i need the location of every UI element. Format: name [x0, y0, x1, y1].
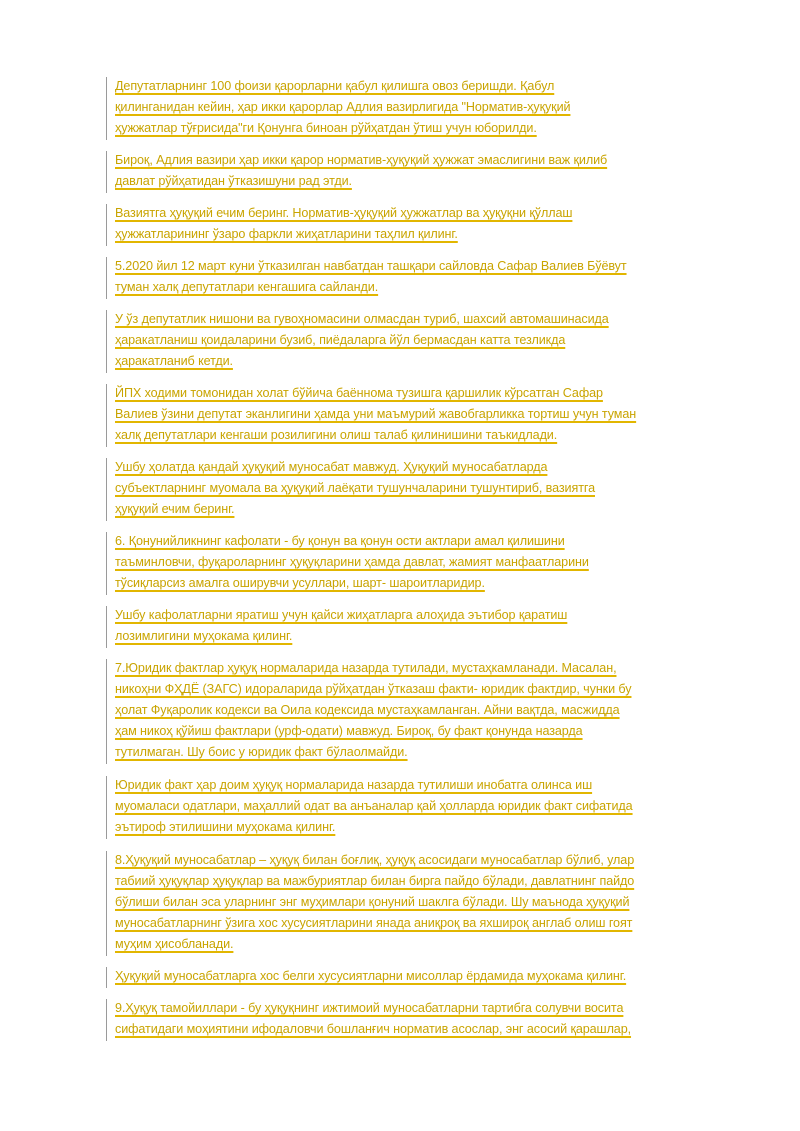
- paragraph-9: [106, 606, 766, 648]
- paragraph-line: табиий ҳуқуқлар ҳуқуқлар ва мажбуриятлар билан бирга пайдо бўлади, давлатнинг пайдо: [115, 874, 635, 888]
- paragraph-line: 6. Қонунийликнинг кафолати - бу қонун ва қонун ости актлари амал қилишини: [115, 534, 565, 548]
- paragraph-12: [106, 851, 766, 956]
- paragraph-line: эътироф этилишини муҳокама қилинг.: [115, 820, 336, 834]
- paragraph-line: 7.Юридик фактлар ҳуқуқ нормаларида назарда тутилади, мустаҳкамланади. Масалан,: [115, 661, 617, 675]
- paragraph-line: субъектларнинг муомала ва ҳуқуқий лаёқати тушунчаларини тушунтириб, вазиятга: [115, 481, 595, 495]
- paragraph-line: 9.Ҳуқуқ тамойиллари - бу ҳуқуқнинг ижтимоий муносабатларни тартибга солувчи восита: [115, 1001, 624, 1015]
- paragraph-line: муҳим ҳисобланади.: [115, 937, 234, 951]
- paragraph-line: Ушбу кафолатларни яратиш учун қайси жиҳатларга алоҳида эътибор қаратиш: [115, 608, 568, 622]
- paragraph-line: таъминловчи, фуқароларнинг ҳуқуқларини ҳамда давлат, жамият манфаатларини: [115, 555, 589, 569]
- paragraph-3: [106, 204, 766, 246]
- paragraph-line: муносабатларнинг ўзига хос хусусиятларини янада аниқроқ ва яхшироқ англаб олиш гоят: [115, 916, 633, 930]
- paragraph-6: [106, 384, 766, 447]
- paragraph-line: Валиев ўзини депутат эканлигини ҳамда уни маъмурий жавобгарликка тортиш учун туман: [115, 407, 637, 421]
- paragraph-7: [106, 458, 766, 521]
- paragraph-line: 8.Ҳуқуқий муносабатлар – ҳуқуқ билан боғлиқ, ҳуқуқ асосидаги муносабатлар бўлиб, улар: [115, 853, 635, 867]
- paragraph-2: [106, 151, 766, 193]
- paragraph-line: ҳам никоҳ қўйиш фактлари (урф-одати) мавжуд. Бироқ, бу факт қонунда назарда: [115, 724, 583, 738]
- paragraph-line: лозимлигини муҳокама қилинг.: [115, 629, 293, 643]
- paragraph-line: қилинганидан кейин, ҳар икки қарорлар Адлия вазирлигида "Норматив-ҳуқуқий: [115, 100, 571, 114]
- paragraph-line: Бироқ, Адлия вазири ҳар икки қарор норматив-ҳуқуқий ҳужжат эмаслигини важ қилиб: [115, 153, 608, 167]
- paragraph-line: У ўз депутатлик нишони ва гувоҳномасини олмасдан туриб, шахсий автомашинасида: [115, 312, 609, 326]
- paragraph-line: Депутатларнинг 100 фоизи қарорларни қабул қилишга овоз беришди. Қабул: [115, 79, 555, 93]
- paragraph-line: Юридик факт ҳар доим ҳуқуқ нормаларида назарда тутилиши инобатга олинса иш: [115, 778, 593, 792]
- paragraph-8: [106, 532, 766, 595]
- paragraph-line: тутилмаган. Шу боис у юридик факт бўлаолмайди.: [115, 745, 408, 759]
- paragraph-line: ЙПХ ходими томонидан холат бўйича баённома тузишга қаршилик кўрсатган Сафар: [115, 386, 603, 400]
- paragraph-line: бўлиши билан эса уларнинг энг муҳимлари қонуний шаклга бўлади. Шу маънода ҳуқуқий: [115, 895, 630, 909]
- paragraph-line: ҳуқуқий ечим беринг.: [115, 502, 235, 516]
- paragraph-line: ҳолат Фуқаролик кодекси ва Оила кодексида мустаҳкамланган. Айни вақтда, масжидда: [115, 703, 620, 717]
- paragraph-1: [106, 77, 766, 140]
- paragraph-line: тўсиқларсиз амалга оширувчи усуллари, шарт- шароитларидир.: [115, 576, 485, 590]
- paragraph-line: ҳужжатларининг ўзаро фаркли жиҳатларини таҳлил қилинг.: [115, 227, 458, 241]
- paragraph-line: ҳужжатлар тўғрисида"ги Қонунга биноан рўйҳатдан ўтиш учун юборилди.: [115, 121, 537, 135]
- paragraph-line: Ушбу ҳолатда қандай ҳуқуқий муносабат мавжуд. Ҳуқуқий муносабатларда: [115, 460, 548, 474]
- paragraph-10: [106, 659, 766, 764]
- paragraph-line: Вазиятга ҳуқуқий ечим беринг. Норматив-ҳуқуқий ҳужжатлар ва ҳуқуқни қўллаш: [115, 206, 573, 220]
- paragraph-line: давлат рўйҳатидан ўтказишуни рад этди.: [115, 174, 352, 188]
- paragraph-line: туман халқ депутатлари кенгашига сайланди.: [115, 280, 379, 294]
- paragraph-line: ҳаракатланиш қоидаларини бузиб, пиёдаларга йўл бермасдан катта тезликда: [115, 333, 566, 347]
- paragraph-11: [106, 776, 766, 839]
- paragraph-4: [106, 257, 766, 299]
- paragraph-line: ҳаракатланиб кетди.: [115, 354, 233, 368]
- paragraph-line: халқ депутатлари кенгаши розилигини олиш талаб қилинишини таъкидлади.: [115, 428, 558, 442]
- paragraph-line: Ҳуқуқий муносабатларга хос белги хусусиятларни мисоллар ёрдамида муҳокама қилинг.: [115, 969, 627, 983]
- paragraph-line: 5.2020 йил 12 март куни ўтказилган навбатдан ташқари сайловда Сафар Валиев Бўёвут: [115, 259, 627, 273]
- paragraph-line: сифатидаги моҳиятини ифодаловчи бошланғич норматив асослар, энг асосий қарашлар,: [115, 1022, 632, 1036]
- paragraph-line: муомаласи одатлари, маҳаллий одат ва анъаналар қай ҳолларда юридик факт сифатида: [115, 799, 633, 813]
- paragraph-14: [106, 999, 766, 1041]
- paragraph-5: [106, 310, 766, 373]
- paragraph-line: никоҳни ФҲДЁ (ЗАГС) идораларида рўйҳатдан ўтказаш факти- юридик фактдир, чунки бу: [115, 682, 632, 696]
- paragraph-13: [106, 967, 766, 988]
